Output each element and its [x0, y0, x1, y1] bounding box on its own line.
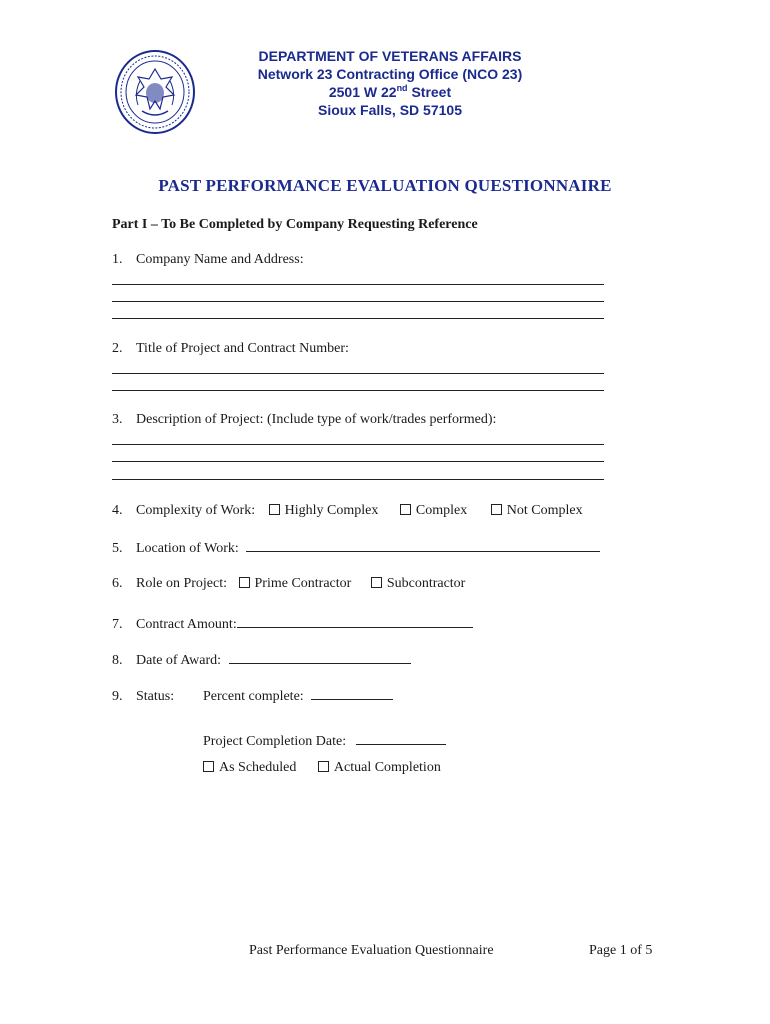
checkbox-icon[interactable] — [203, 761, 214, 772]
checkbox-icon[interactable] — [371, 577, 382, 588]
checkbox-icon[interactable] — [318, 761, 329, 772]
actual-completion-option[interactable] — [318, 760, 441, 776]
page-title: PAST PERFORMANCE EVALUATION QUESTIONNAIRE — [158, 176, 612, 195]
question-number: 3. — [112, 412, 123, 427]
contract-amount-field[interactable] — [237, 615, 473, 628]
header-street — [230, 83, 550, 101]
question-number: 6. — [112, 576, 123, 591]
question-label: Role on Project: — [136, 576, 227, 591]
question-date-of-award — [112, 651, 411, 669]
project-title-line[interactable] — [112, 373, 604, 374]
checkbox-icon[interactable] — [491, 504, 502, 515]
question-label: Complexity of Work: — [136, 503, 256, 518]
completion-date-label: Project Completion Date: — [203, 734, 347, 749]
question-status — [112, 687, 393, 705]
question-company-name — [112, 252, 304, 268]
company-address-line[interactable] — [112, 301, 604, 302]
option-label: Not Complex — [506, 503, 583, 518]
question-project-title — [112, 341, 349, 357]
header-office: Network 23 Contracting Office (NCO 23) — [257, 66, 523, 82]
description-line[interactable] — [112, 461, 604, 462]
company-address-line[interactable] — [112, 318, 604, 319]
option-label: As Scheduled — [219, 760, 297, 775]
description-line[interactable] — [112, 444, 604, 445]
page-number: Page 1 of 5 — [589, 943, 653, 958]
question-label: Contract Amount: — [136, 617, 237, 632]
role-prime-contractor[interactable] — [239, 576, 352, 592]
question-label: Title of Project and Contract Number: — [136, 341, 349, 356]
question-label: Status: — [136, 689, 175, 704]
question-label: Description of Project: (Include type of work/trades performed): — [136, 412, 497, 427]
role-subcontractor[interactable] — [371, 576, 466, 592]
va-seal-logo — [114, 49, 196, 135]
part-heading: Part I – To Be Completed by Company Requesting Reference — [112, 217, 478, 232]
question-number: 5. — [112, 541, 123, 556]
agency-header — [230, 47, 550, 119]
header-department: DEPARTMENT OF VETERANS AFFAIRS — [258, 48, 522, 64]
option-label: Subcontractor — [386, 576, 466, 591]
question-number: 7. — [112, 617, 123, 632]
complexity-highly-complex[interactable] — [269, 503, 379, 519]
header-street-suffix: nd — [396, 83, 408, 93]
date-of-award-field[interactable] — [229, 651, 411, 664]
percent-complete-label: Percent complete: — [203, 689, 304, 704]
question-number: 8. — [112, 653, 123, 668]
as-scheduled-option[interactable] — [203, 760, 296, 776]
description-line[interactable] — [112, 479, 604, 480]
completion-options-row — [203, 760, 441, 776]
complexity-not-complex[interactable] — [491, 503, 583, 519]
percent-complete-field[interactable] — [311, 687, 393, 700]
question-label: Date of Award: — [136, 653, 222, 668]
location-field[interactable] — [246, 539, 600, 552]
completion-date-field[interactable] — [356, 732, 446, 745]
question-role — [112, 576, 465, 592]
checkbox-icon[interactable] — [400, 504, 411, 515]
header-street-name: Street — [407, 84, 452, 100]
company-address-line[interactable] — [112, 284, 604, 285]
question-number: 1. — [112, 252, 123, 267]
question-number: 9. — [112, 689, 123, 704]
question-complexity — [112, 503, 583, 519]
option-label: Complex — [415, 503, 468, 518]
option-label: Actual Completion — [333, 760, 441, 775]
question-number: 2. — [112, 341, 123, 356]
completion-date-row — [203, 732, 446, 750]
question-description — [112, 412, 496, 428]
checkbox-icon[interactable] — [269, 504, 280, 515]
footer-title: Past Performance Evaluation Questionnaire — [249, 943, 494, 958]
complexity-complex[interactable] — [400, 503, 467, 519]
header-street-number: 2501 W 22 — [328, 84, 397, 100]
option-label: Highly Complex — [284, 503, 379, 518]
header-city: Sioux Falls, SD 57105 — [318, 102, 462, 118]
checkbox-icon[interactable] — [239, 577, 250, 588]
option-label: Prime Contractor — [254, 576, 352, 591]
question-label: Company Name and Address: — [136, 252, 304, 267]
question-location — [112, 539, 600, 557]
question-contract-amount — [112, 615, 473, 633]
question-label: Location of Work: — [136, 541, 239, 556]
question-number: 4. — [112, 503, 123, 518]
project-title-line[interactable] — [112, 390, 604, 391]
